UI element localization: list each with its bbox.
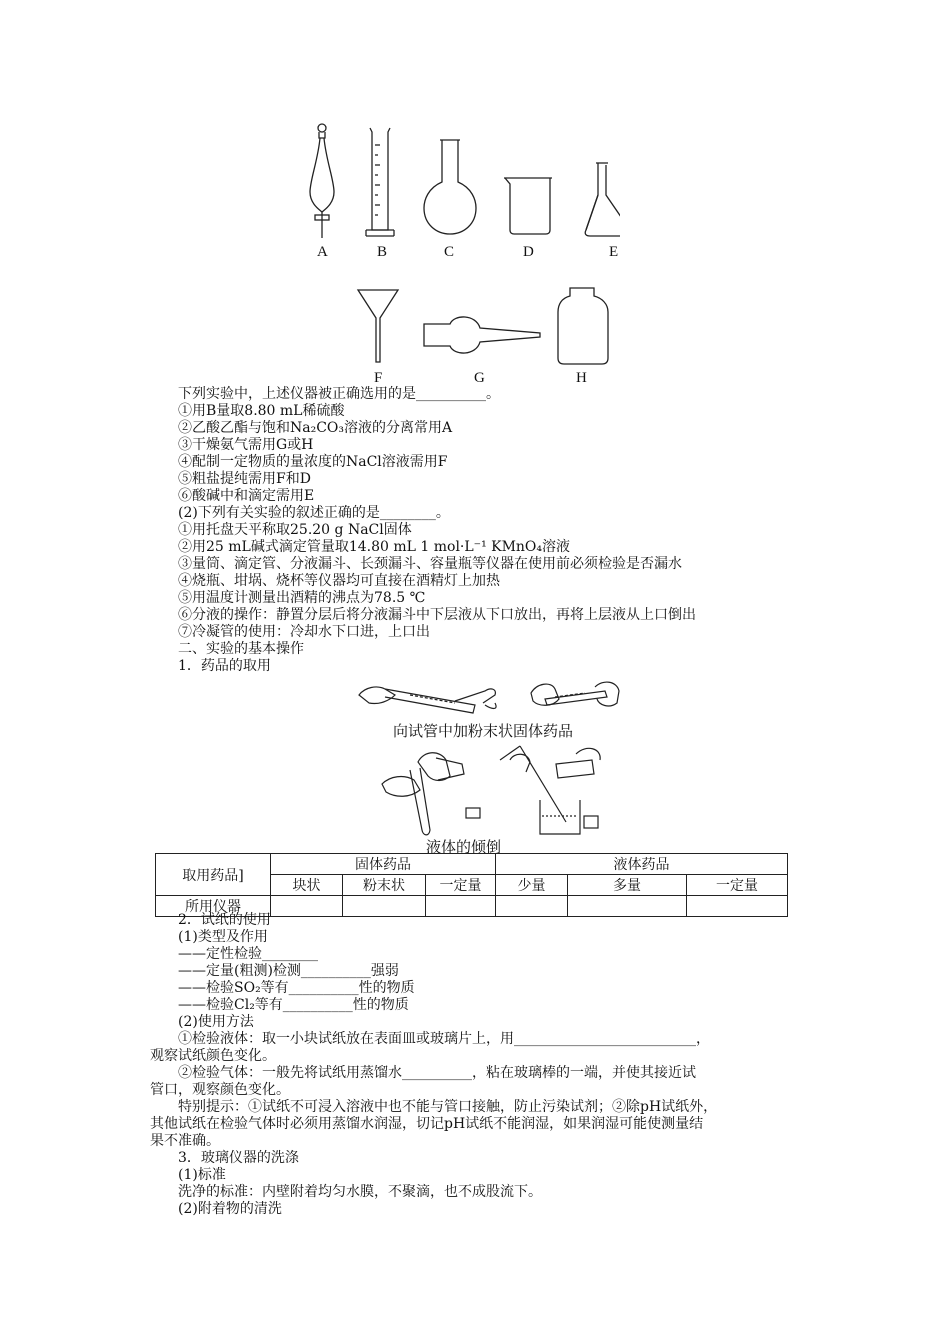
- q1-option: ①用B量取8.80 mL稀硫酸: [178, 403, 345, 419]
- table-cell: [496, 896, 568, 917]
- apparatus-label-e: E: [609, 244, 619, 260]
- apparatus-label-c: C: [444, 244, 455, 260]
- apparatus-label-f: F: [374, 370, 383, 386]
- q1-option: ②乙酸乙酯与饱和Na₂CO₃溶液的分离常用A: [178, 420, 453, 436]
- apparatus-label-d: D: [523, 244, 534, 260]
- table-instrument-label: 所用仪器: [156, 896, 271, 917]
- q2-option: ①用托盘天平称取25.20 g NaCl固体: [178, 522, 412, 538]
- apparatus-figure: [300, 120, 620, 390]
- apparatus-label-a: A: [317, 244, 328, 260]
- test-paper-line: ——检验SO₂等有__________性的物质: [178, 980, 415, 996]
- table-cell: [568, 896, 687, 917]
- table-row-header: 取用药品]: [156, 854, 271, 896]
- q2-option: ③量筒、滴定管、分液漏斗、长颈漏斗、容量瓶等仪器在使用前必须检验是否漏水: [178, 556, 682, 572]
- funnel-drawing: [358, 290, 398, 362]
- tip-line3: 果不准确。: [150, 1133, 220, 1149]
- section-title: 二、实验的基本操作: [178, 641, 304, 657]
- tip-line2: 其他试纸在检验气体时必须用蒸馏水润湿，切记pH试纸不能润湿，如果润湿可能使测量结: [150, 1116, 704, 1132]
- q1-stem: 下列实验中，上述仪器被正确选用的是__________。: [178, 386, 500, 402]
- graduated-cylinder-drawing: [366, 128, 394, 236]
- subsection-item: (2)使用方法: [178, 1014, 254, 1030]
- table-cell: [343, 896, 426, 917]
- method-liquid-line1: ①检验液体：取一小块试纸放在表面皿或玻璃片上，用__________________________，: [178, 1031, 710, 1047]
- table-col-header: 少量: [496, 875, 568, 896]
- q2-option: ⑦冷凝管的使用：冷却水下口进，上口出: [178, 624, 430, 640]
- q1-option: ⑥酸碱中和滴定需用E: [178, 488, 315, 504]
- round-bottom-flask-drawing: [424, 140, 476, 234]
- apparatus-label-b: B: [377, 244, 388, 260]
- subsection-title: 3．玻璃仪器的洗涤: [178, 1150, 299, 1166]
- liquid-pouring-illustration: [380, 740, 620, 840]
- test-paper-line: ——定量(粗测)检测__________强弱: [178, 963, 399, 979]
- test-paper-line: ——检验Cl₂等有__________性的物质: [178, 997, 409, 1013]
- subsection-item: (1)标准: [178, 1167, 226, 1183]
- subsection-title: 1．药品的取用: [178, 658, 271, 674]
- apparatus-label-h: H: [576, 370, 587, 386]
- table-group-solid: 固体药品: [271, 854, 496, 875]
- q2-option: ⑤用温度计测量出酒精的沸点为78.5 ℃: [178, 590, 426, 606]
- subsection-item: (2)附着物的清洗: [178, 1201, 282, 1217]
- drying-tube-drawing: [424, 317, 540, 353]
- method-gas-line1: ②检验气体：一般先将试纸用蒸馏水__________，粘在玻璃棒的一端，并使其接近试: [178, 1065, 696, 1081]
- table-col-header: 粉末状: [343, 875, 426, 896]
- caption-powder: 向试管中加粉末状固体药品: [393, 722, 574, 740]
- q2-stem: (2)下列有关实验的叙述正确的是________。: [178, 505, 450, 521]
- subsection-title: 2．试纸的使用: [178, 912, 271, 928]
- q1-option: ④配制一定物质的量浓度的NaCl溶液需用F: [178, 454, 448, 470]
- table-cell: [426, 896, 496, 917]
- table-group-liquid: 液体药品: [496, 854, 788, 875]
- method-gas-line2: 管口，观察颜色变化。: [150, 1082, 290, 1098]
- test-paper-line: ——定性检验________: [178, 946, 318, 962]
- reagent-table: [155, 853, 788, 917]
- powder-adding-illustration: [355, 675, 645, 721]
- q1-option: ③干燥氨气需用G或H: [178, 437, 314, 453]
- table-col-header: 一定量: [426, 875, 496, 896]
- reagent-bottle-drawing: [558, 288, 608, 364]
- apparatus-label-g: G: [474, 370, 485, 386]
- subsection-item: (1)类型及作用: [178, 929, 268, 945]
- standard-text: 洗净的标准：内壁附着均匀水膜，不聚滴，也不成股流下。: [178, 1184, 542, 1200]
- q1-option: ⑤粗盐提纯需用F和D: [178, 471, 311, 487]
- separatory-funnel-drawing: [310, 124, 334, 238]
- conical-flask-drawing: [585, 163, 620, 236]
- table-cell: [271, 896, 343, 917]
- caption-liquid: 液体的倾倒: [426, 838, 502, 856]
- tip-line1: 特别提示：①试纸不可浸入溶液中也不能与管口接触，防止污染试剂；②除pH试纸外，: [178, 1099, 718, 1115]
- beaker-drawing: [504, 178, 552, 234]
- table-col-header: 一定量: [687, 875, 788, 896]
- method-liquid-line2: 观察试纸颜色变化。: [150, 1048, 276, 1064]
- q2-option: ④烧瓶、坩埚、烧杯等仪器均可直接在酒精灯上加热: [178, 573, 500, 589]
- q2-option: ②用25 mL碱式滴定管量取14.80 mL 1 mol·L⁻¹ KMnO₄溶液: [178, 539, 571, 555]
- q2-option: ⑥分液的操作：静置分层后将分液漏斗中下层液从下口放出，再将上层液从上口倒出: [178, 607, 696, 623]
- table-col-header: 多量: [568, 875, 687, 896]
- table-col-header: 块状: [271, 875, 343, 896]
- table-cell: [687, 896, 788, 917]
